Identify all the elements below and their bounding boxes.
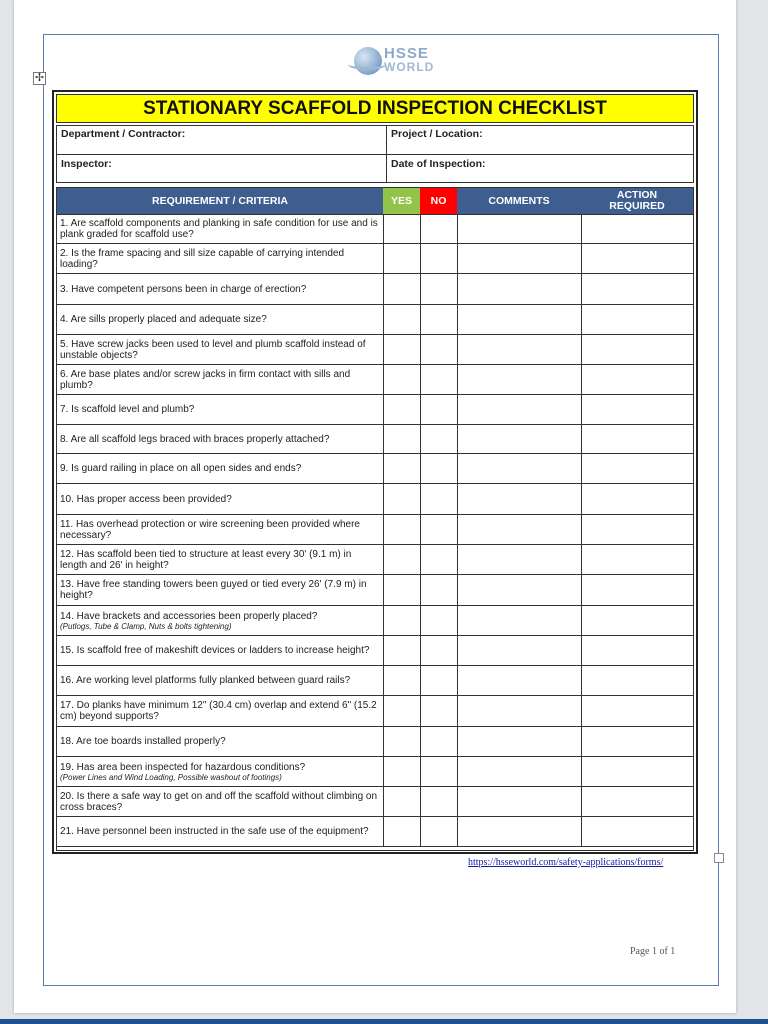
table-row	[57, 666, 693, 696]
department-field[interactable]: Department / Contractor:	[61, 128, 186, 140]
comments-cell[interactable]	[457, 606, 581, 635]
comments-cell[interactable]	[457, 244, 581, 273]
table-move-handle-icon[interactable]: ✢	[34, 72, 45, 84]
yes-cell[interactable]	[383, 305, 420, 334]
table-row	[57, 484, 693, 515]
criteria-text	[57, 727, 383, 756]
table-row	[57, 305, 693, 335]
criteria-text	[57, 666, 383, 695]
no-cell[interactable]	[420, 244, 457, 273]
comments-cell[interactable]	[457, 305, 581, 334]
action-cell[interactable]	[581, 575, 693, 605]
yes-cell[interactable]	[383, 696, 420, 726]
comments-cell[interactable]	[457, 696, 581, 726]
criteria-text	[57, 757, 383, 786]
checklist-title: STATIONARY SCAFFOLD INSPECTION CHECKLIST	[56, 94, 694, 123]
criteria-text	[57, 545, 383, 574]
table-row	[57, 515, 693, 545]
logo-text-line2: WORLD	[384, 60, 435, 74]
table-row	[57, 545, 693, 575]
comments-cell[interactable]	[457, 817, 581, 846]
comments-cell[interactable]	[457, 787, 581, 816]
no-cell[interactable]	[420, 545, 457, 574]
criteria-label: 20. Is there a safe way to get on and off the scaffold without climbing on cross braces?	[60, 790, 378, 813]
criteria-label: 5. Have screw jacks been used to level and plumb scaffold instead of unstable objects?	[60, 338, 366, 361]
yes-cell[interactable]	[383, 335, 420, 364]
yes-cell[interactable]	[383, 454, 420, 483]
no-cell[interactable]	[420, 484, 457, 514]
action-cell[interactable]	[581, 395, 693, 424]
yes-cell[interactable]	[383, 515, 420, 544]
criteria-text	[57, 454, 383, 483]
yes-cell[interactable]	[383, 575, 420, 605]
table-row	[57, 215, 693, 244]
table-row	[57, 244, 693, 274]
action-cell[interactable]	[581, 636, 693, 665]
criteria-text	[57, 305, 383, 334]
table-row	[57, 787, 693, 817]
yes-cell[interactable]	[383, 244, 420, 273]
table-row	[57, 365, 693, 395]
criteria-label: 11. Has overhead protection or wire screening been provided where necessary?	[60, 518, 360, 541]
action-cell[interactable]	[581, 365, 693, 394]
logo-swoosh	[348, 59, 386, 70]
comments-cell[interactable]	[457, 545, 581, 574]
criteria-label: 13. Have free standing towers been guyed or tied every 26' (7.9 m) in height?	[60, 579, 367, 601]
inspector-field[interactable]: Inspector:	[61, 158, 112, 170]
action-cell[interactable]	[581, 545, 693, 574]
comments-cell[interactable]	[457, 727, 581, 756]
criteria-text	[57, 575, 383, 605]
no-cell[interactable]	[420, 454, 457, 483]
table-row	[57, 696, 693, 727]
no-cell[interactable]	[420, 757, 457, 786]
page-number: Page 1 of 1	[630, 946, 676, 957]
table-row	[57, 757, 693, 787]
yes-cell[interactable]	[383, 727, 420, 756]
comments-cell[interactable]	[457, 335, 581, 364]
criteria-label: 15. Is scaffold free of makeshift devices or ladders to increase height?	[60, 645, 370, 656]
criteria-text	[57, 636, 383, 665]
comments-cell[interactable]	[457, 365, 581, 394]
criteria-label: 1. Are scaffold components and planking in safe condition for use and is plank graded for scaffold use?	[60, 218, 378, 240]
no-cell[interactable]	[420, 666, 457, 695]
criteria-label: 21. Have personnel been instructed in the safe use of the equipment?	[60, 826, 369, 837]
table-row	[57, 454, 693, 484]
criteria-text	[57, 425, 383, 453]
comments-cell[interactable]	[457, 215, 581, 243]
yes-cell[interactable]	[383, 787, 420, 816]
action-cell[interactable]	[581, 757, 693, 786]
action-cell[interactable]	[581, 817, 693, 846]
yes-cell[interactable]	[383, 215, 420, 243]
no-cell[interactable]	[420, 425, 457, 453]
table-row	[57, 274, 693, 305]
criteria-note: (Power Lines and Wind Loading, Possible washout of footings)	[60, 772, 282, 782]
action-cell[interactable]	[581, 515, 693, 544]
comments-cell[interactable]	[457, 757, 581, 786]
hsse-world-logo	[344, 45, 454, 81]
action-cell[interactable]	[581, 244, 693, 273]
action-cell[interactable]	[581, 454, 693, 483]
action-cell[interactable]	[581, 274, 693, 304]
yes-cell[interactable]	[383, 666, 420, 695]
comments-cell[interactable]	[457, 425, 581, 453]
table-row	[57, 335, 693, 365]
no-cell[interactable]	[420, 365, 457, 394]
criteria-label: 18. Are toe boards installed properly?	[60, 736, 226, 747]
logo-text-line1: HSSE	[384, 45, 429, 62]
no-cell[interactable]	[420, 727, 457, 756]
action-cell[interactable]	[581, 335, 693, 364]
header-comments: COMMENTS	[488, 194, 550, 207]
table-row	[57, 727, 693, 757]
comments-cell[interactable]	[457, 454, 581, 483]
no-cell[interactable]	[420, 636, 457, 665]
criteria-text	[57, 787, 383, 816]
comments-cell[interactable]	[457, 575, 581, 605]
comments-cell[interactable]	[457, 515, 581, 544]
criteria-label: 10. Has proper access been provided?	[60, 493, 232, 505]
no-cell[interactable]	[420, 787, 457, 816]
comments-cell[interactable]	[457, 395, 581, 424]
no-cell[interactable]	[420, 305, 457, 334]
criteria-label: 2. Is the frame spacing and sill size capable of carrying intended loading?	[60, 247, 345, 270]
comments-cell[interactable]	[457, 484, 581, 514]
header-no: NO	[420, 188, 457, 214]
yes-cell[interactable]	[383, 274, 420, 304]
no-cell[interactable]	[420, 575, 457, 605]
table-row	[57, 395, 693, 425]
criteria-label: 8. Are all scaffold legs braced with braces properly attached?	[60, 433, 330, 445]
no-cell[interactable]	[420, 515, 457, 544]
yes-cell[interactable]	[383, 395, 420, 424]
action-cell[interactable]	[581, 696, 693, 726]
header-yes: YES	[383, 188, 420, 214]
criteria-text	[57, 215, 383, 243]
criteria-text	[57, 606, 383, 635]
no-cell[interactable]	[420, 274, 457, 304]
no-cell[interactable]	[420, 395, 457, 424]
criteria-label: 16. Are working level platforms fully planked between guard rails?	[60, 675, 351, 686]
criteria-label: 4. Are sills properly placed and adequate size?	[60, 314, 267, 325]
action-cell[interactable]	[581, 727, 693, 756]
no-cell[interactable]	[420, 215, 457, 243]
forms-link[interactable]: https://hsseworld.com/safety-applications/forms/	[468, 857, 664, 868]
table-header	[56, 187, 694, 215]
action-cell[interactable]	[581, 666, 693, 695]
no-cell[interactable]	[420, 606, 457, 635]
action-cell[interactable]	[581, 606, 693, 635]
header-requirement: REQUIREMENT / CRITERIA	[152, 194, 288, 207]
yes-cell[interactable]	[383, 757, 420, 786]
action-cell[interactable]	[581, 787, 693, 816]
criteria-label: 6. Are base plates and/or screw jacks in firm contact with sills and plumb?	[60, 368, 351, 391]
criteria-text	[57, 395, 383, 424]
criteria-label: 17. Do planks have minimum 12" (30.4 cm) overlap and extend 6" (15.2 cm) beyond supports?	[60, 700, 377, 722]
criteria-text	[57, 696, 383, 726]
criteria-text	[57, 484, 383, 514]
yes-cell[interactable]	[383, 636, 420, 665]
criteria-text	[57, 244, 383, 273]
criteria-label: 14. Have brackets and accessories been properly placed?	[60, 610, 318, 622]
info-section	[56, 125, 694, 183]
no-cell[interactable]	[420, 817, 457, 846]
criteria-label: 19. Has area been inspected for hazardous conditions?	[60, 761, 306, 773]
table-row	[57, 425, 693, 454]
project-field[interactable]: Project / Location:	[391, 128, 483, 140]
criteria-text	[57, 817, 383, 846]
yes-cell[interactable]	[383, 606, 420, 635]
criteria-label: 3. Have competent persons been in charge of erection?	[60, 283, 307, 295]
criteria-label: 9. Is guard railing in place on all open sides and ends?	[60, 463, 302, 474]
criteria-text	[57, 365, 383, 394]
table-row	[57, 606, 693, 636]
criteria-note: (Putlogs, Tube & Clamp, Nuts & bolts tightening)	[60, 621, 232, 631]
date-field[interactable]: Date of Inspection:	[391, 158, 486, 170]
checklist-rows	[56, 215, 694, 851]
criteria-text	[57, 515, 383, 544]
comments-cell[interactable]	[457, 636, 581, 665]
text-anchor-box	[714, 853, 724, 863]
comments-cell[interactable]	[457, 666, 581, 695]
table-row	[57, 817, 693, 847]
criteria-label: 7. Is scaffold level and plumb?	[60, 404, 195, 415]
header-action-required: ACTION REQUIRED	[609, 189, 665, 212]
yes-cell[interactable]	[383, 365, 420, 394]
table-row	[57, 575, 693, 606]
no-cell[interactable]	[420, 335, 457, 364]
no-cell[interactable]	[420, 696, 457, 726]
yes-cell[interactable]	[383, 545, 420, 574]
yes-cell[interactable]	[383, 425, 420, 453]
criteria-text	[57, 335, 383, 364]
comments-cell[interactable]	[457, 274, 581, 304]
table-row	[57, 636, 693, 666]
action-cell[interactable]	[581, 215, 693, 243]
yes-cell[interactable]	[383, 484, 420, 514]
action-cell[interactable]	[581, 484, 693, 514]
criteria-text	[57, 274, 383, 304]
action-cell[interactable]	[581, 305, 693, 334]
taskbar-strip	[0, 1019, 768, 1024]
criteria-label: 12. Has scaffold been tied to structure at least every 30' (9.1 m) in length and 26' in height?	[60, 548, 352, 571]
yes-cell[interactable]	[383, 817, 420, 846]
action-cell[interactable]	[581, 425, 693, 453]
checklist-form	[52, 90, 698, 854]
